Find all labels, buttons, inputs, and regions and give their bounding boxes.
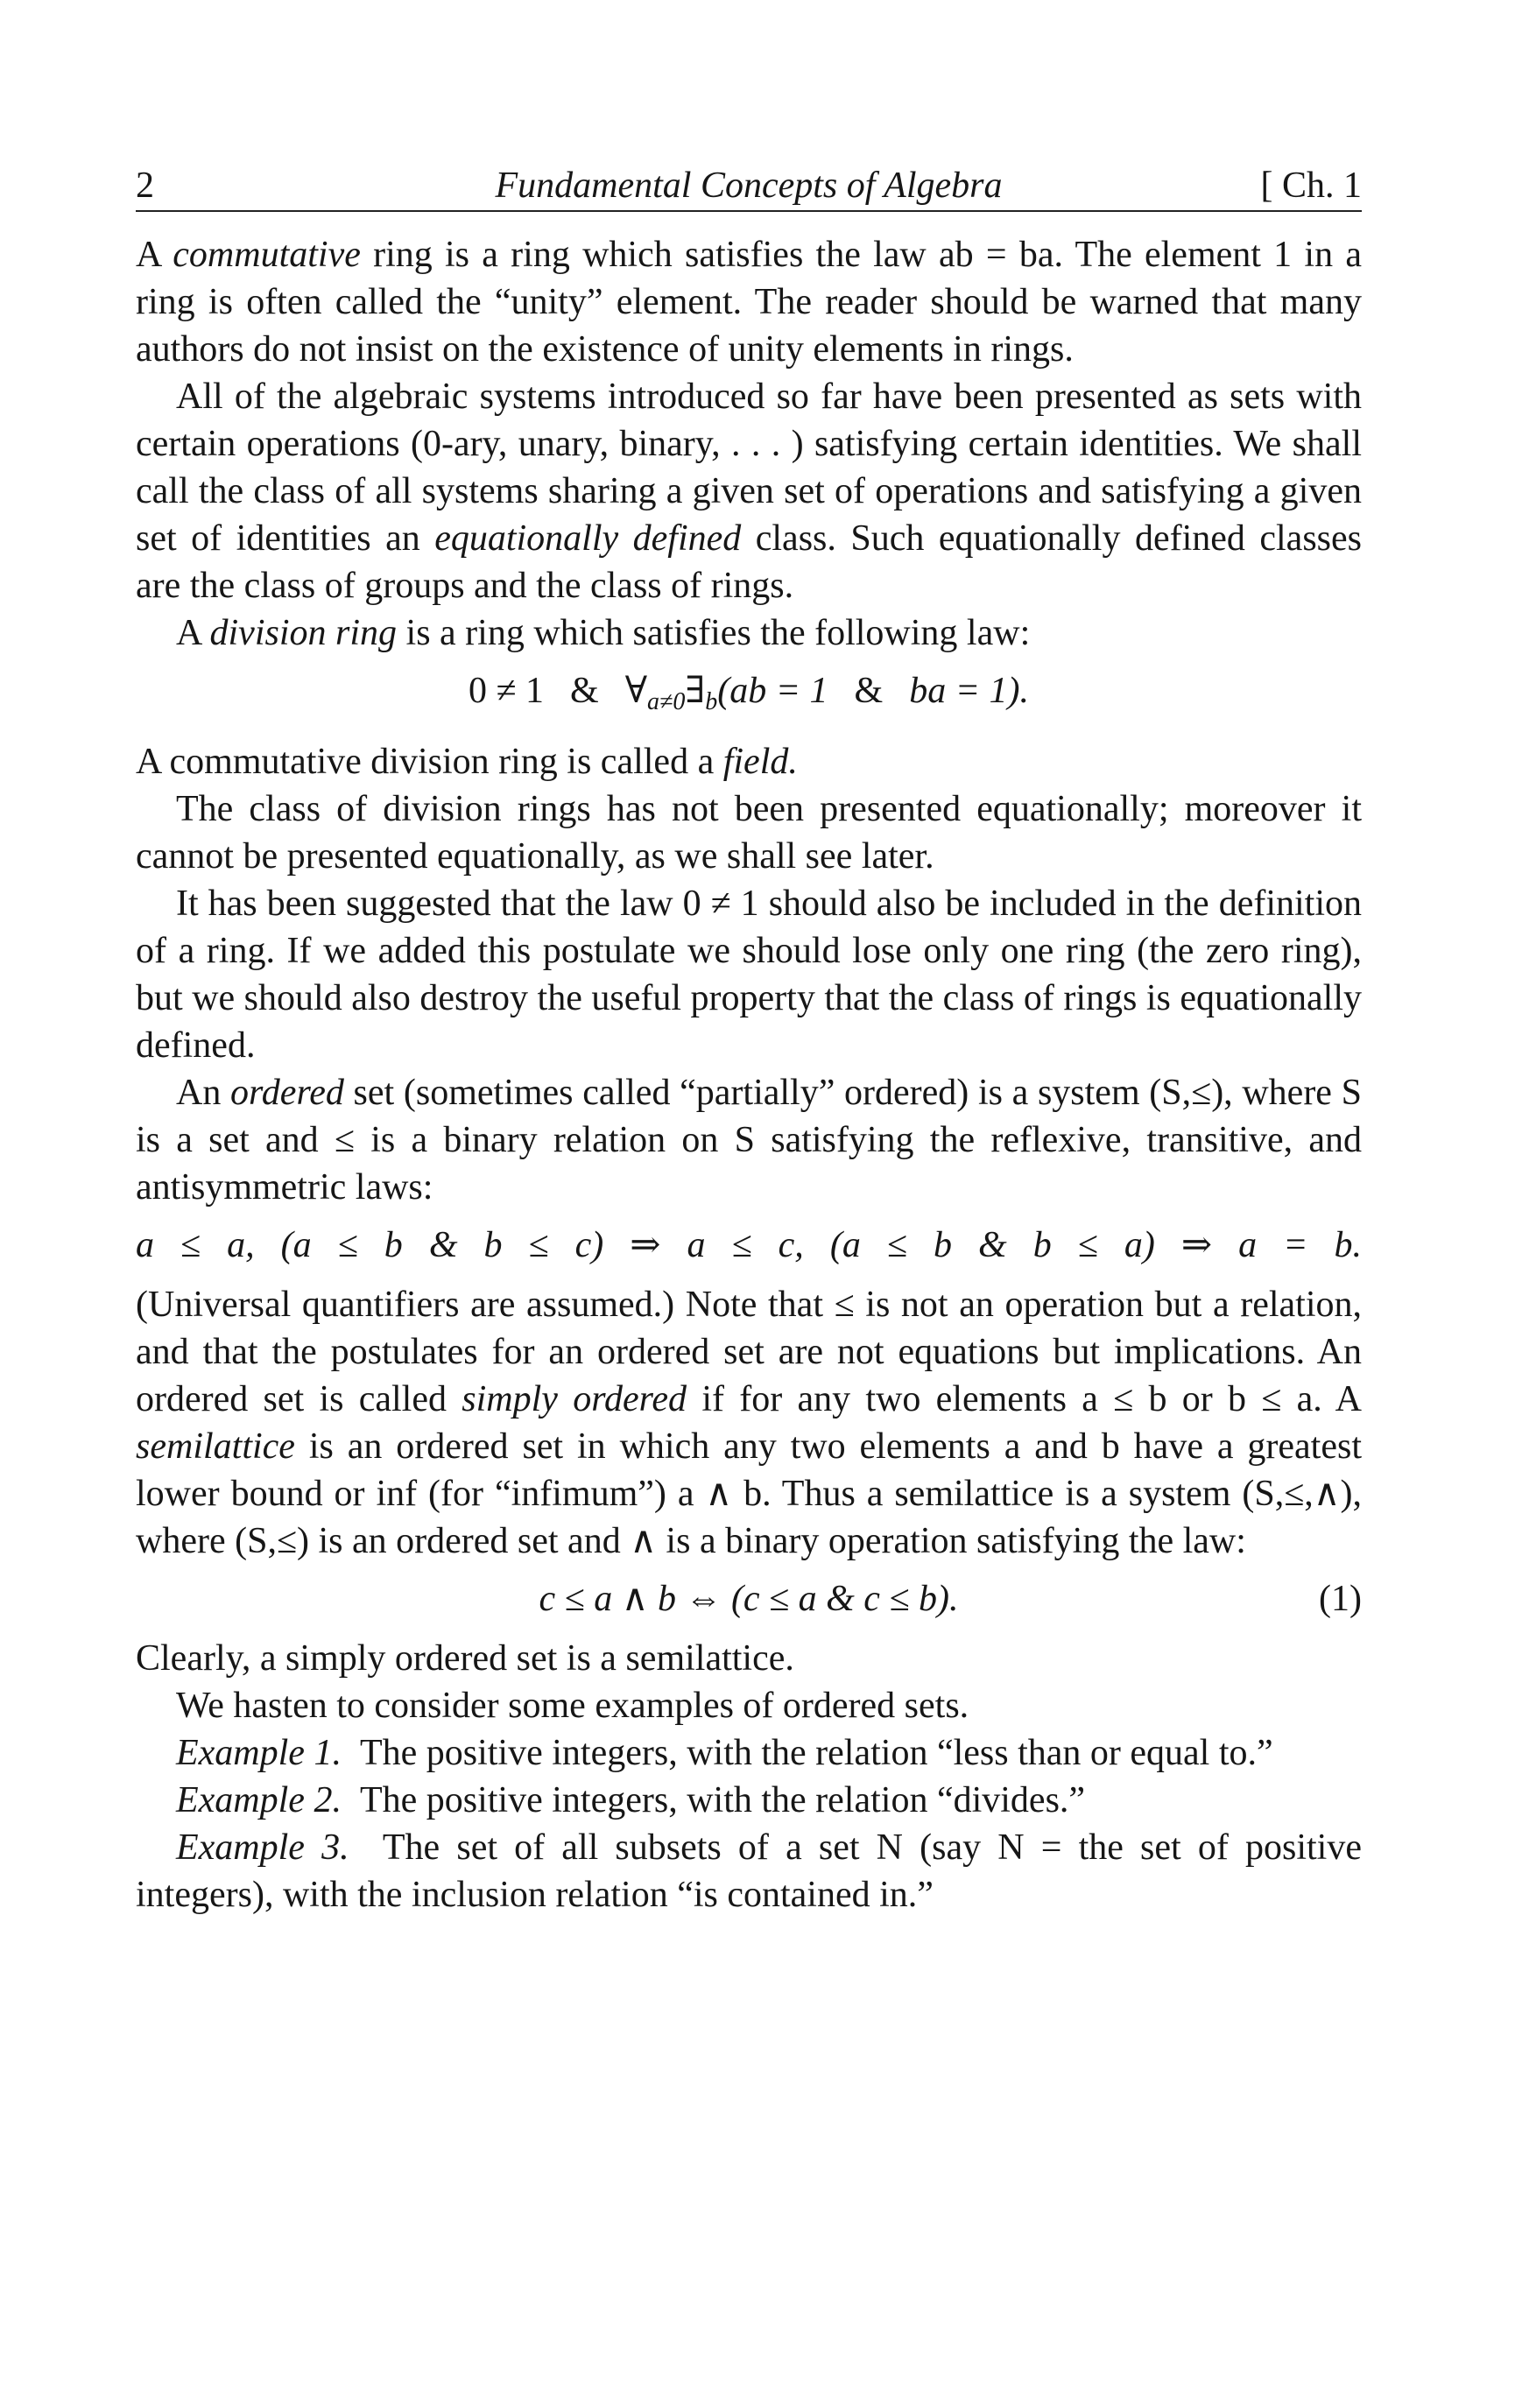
paragraph-examples-intro: We hasten to consider some examples of ordered sets.: [176, 1686, 969, 1726]
term-commutative: commutative: [173, 235, 361, 275]
header-rule: [136, 210, 1362, 212]
body-text: [136, 231, 1362, 1919]
example-3: Example 3. The set of all subsets of a set N (say N = the set of positive integers), with the inclusion relation “is contained in.”: [136, 1827, 1362, 1915]
paragraph-semilattice: (Universal quantifiers are assumed.) Note that ≤ is not an operation but a relation, and that the postulates for an ordered set are not equations but implications. An ordered set is called simply ordered if for any two elements a ≤ b or b ≤ a. A semilattice is an ordered set in which any two elements a and b have a greatest lower bound or inf (for “infimum”) a ∧ b. Thus a semilattice is a system (S,≤,∧), where (S,≤) is an ordered set and ∧ is a binary operation satisfying the law:: [136, 1285, 1363, 1561]
term-equationally-defined: equationally defined: [434, 518, 742, 559]
formula-order-laws: [136, 1222, 1362, 1269]
paragraph-commutative: A commutative ring is a ring which satisfies the law ab = ba. The element 1 in a ring is often called the “unity” element. The reader should be warned that many authors do not insist on the existence of unity elements in rings.: [136, 235, 1362, 370]
equation-number: (1): [1319, 1579, 1362, 1619]
chapter-marker: [ Ch. 1: [1260, 165, 1362, 206]
running-head: [136, 149, 1362, 210]
law-reflexive: a ≤ a,: [136, 1225, 255, 1265]
paragraph-division-ring: A division ring is a ring which satisfies the following law:: [176, 613, 1031, 653]
formula-expression: c ≤ a ∧ b ⇔ (c ≤ a & c ≤ b).: [539, 1579, 959, 1619]
term-division-ring: division ring: [209, 613, 398, 653]
example-2: Example 2. The positive integers, with the relation “divides.”: [176, 1780, 1086, 1820]
term-simply-ordered: simply ordered: [462, 1379, 687, 1419]
example-label: Example 2.: [176, 1780, 342, 1820]
paragraph-equational-classes: All of the algebraic systems introduced so far have been presented as sets with certain operations (0-ary, unary, binary, . . . ) satisfying certain identities. We shall call the class of all systems sharing a given set of operations and satisfying a given set of identities an equationally defined class. Such equationally defined classes are the class of groups and the class of rings.: [136, 377, 1362, 606]
paragraph-ordered-set: An ordered set (sometimes called “partially” ordered) is a system (S,≤), where S is a set and ≤ is a binary relation on S satisfying the reflexive, transitive, and antisymmetric laws:: [136, 1073, 1362, 1208]
paragraph-simply-ordered-semilattice: Clearly, a simply ordered set is a semilattice.: [136, 1638, 794, 1679]
term-field: field.: [722, 742, 798, 782]
page-number: 2: [136, 165, 154, 206]
term-ordered: ordered: [230, 1073, 344, 1113]
paragraph-division-not-equational: The class of division rings has not been presented equationally; moreover it cannot be presented equationally, as we shall see later.: [136, 789, 1362, 877]
example-1: Example 1. The positive integers, with the relation “less than or equal to.”: [176, 1733, 1273, 1773]
example-label: Example 1.: [176, 1733, 342, 1773]
formula-semilattice-law: [136, 1575, 1362, 1623]
formula-division-ring: 0 ≠ 1 & $\forall_{a\ne 0}\exists_b(ab = 1$ & ba = 1).: [468, 671, 1030, 715]
law-antisymmetric: (a ≤ b & b ≤ a) ⇒ a = b.: [829, 1225, 1363, 1265]
running-title: Fundamental Concepts of Algebra: [495, 165, 1003, 206]
law-transitive: (a ≤ b & b ≤ c) ⇒ a ≤ c,: [280, 1225, 804, 1265]
paragraph-zero-ring: It has been suggested that the law 0 ≠ 1 should also be included in the definition of a ring. If we added this postulate we should lose only one ring (the zero ring), but we should also destroy the useful property that the class of rings is equationally defined.: [136, 884, 1362, 1066]
example-label: Example 3.: [176, 1827, 349, 1868]
book-page: [136, 149, 1362, 1919]
paragraph-field: A commutative division ring is called a field.: [136, 742, 798, 782]
term-semilattice: semilattice: [136, 1426, 295, 1467]
